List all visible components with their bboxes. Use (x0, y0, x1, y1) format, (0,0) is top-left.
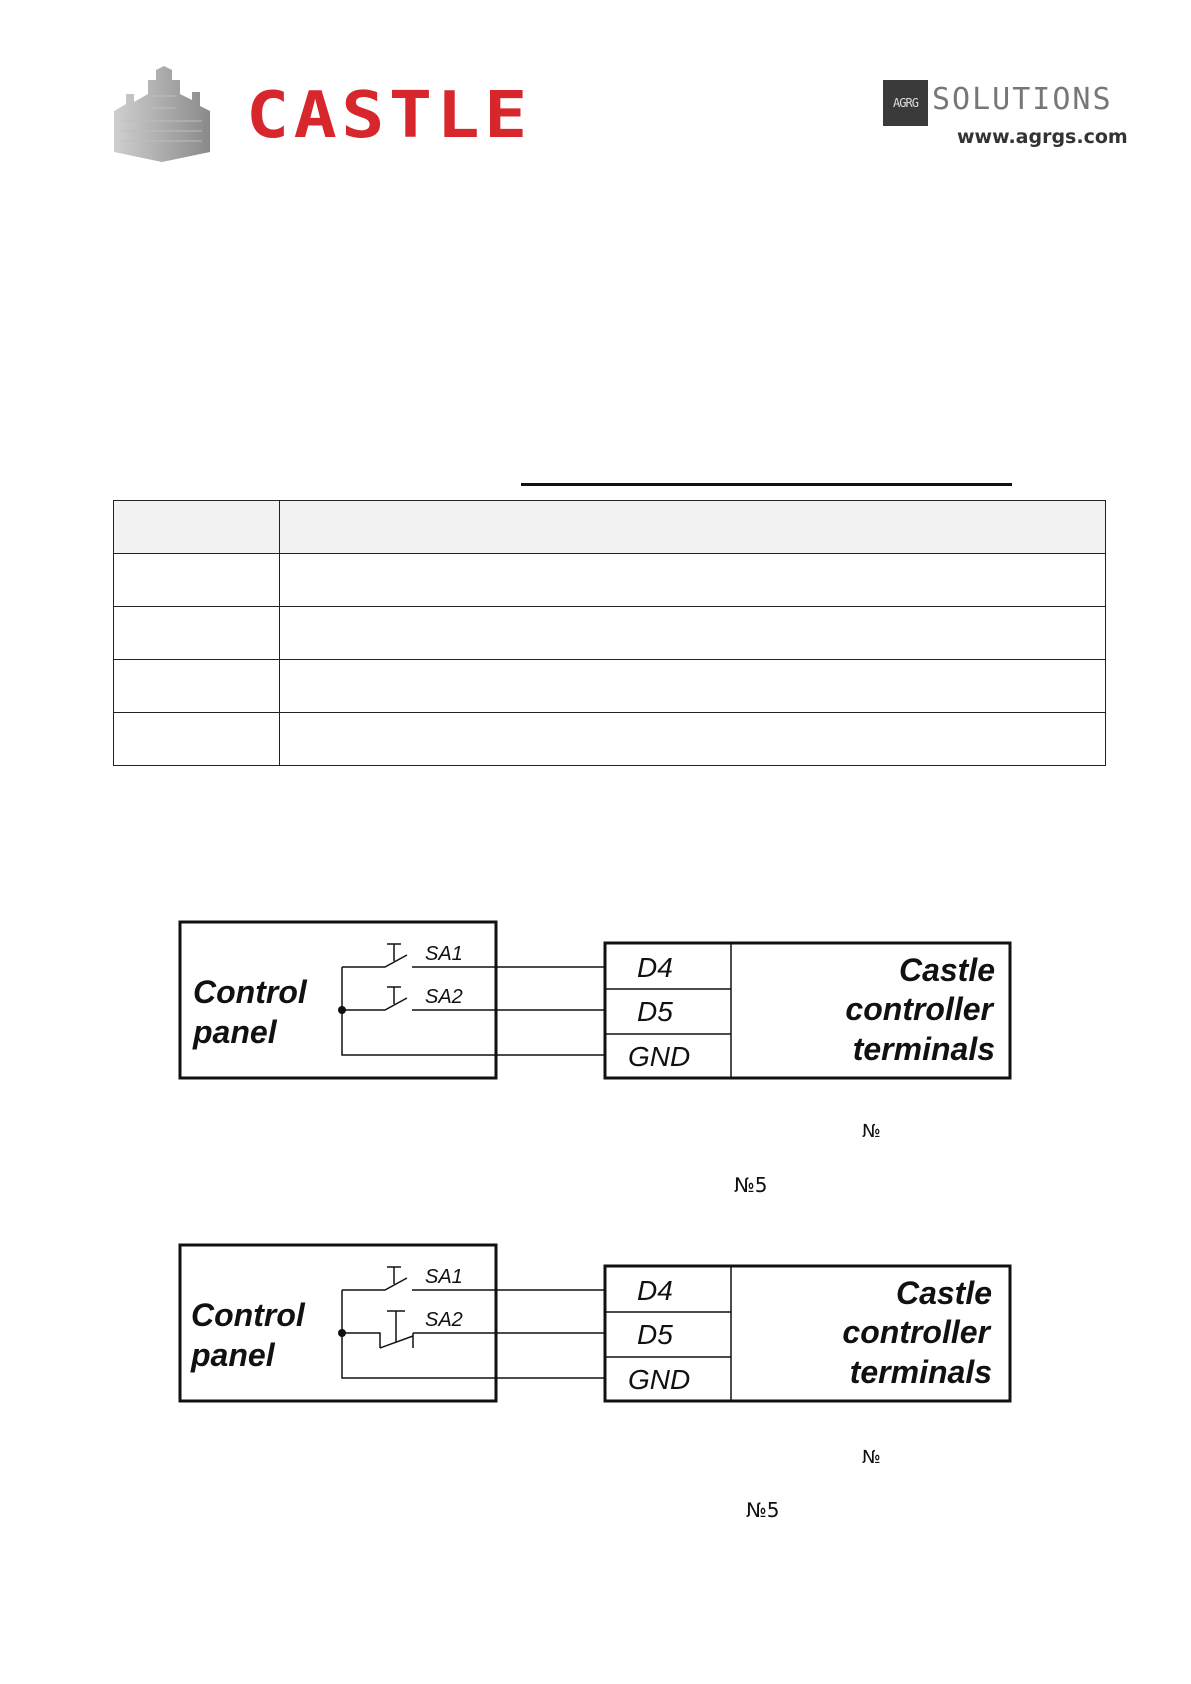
wiring-diagram-1 (175, 915, 1015, 1085)
table-header-row (114, 501, 1106, 554)
panel-label: Control (191, 1297, 305, 1333)
castle-logo-text: CASTLE (246, 79, 532, 153)
table-cell (280, 607, 1106, 660)
controller-label: controller (842, 1314, 990, 1350)
table-cell (280, 660, 1106, 713)
table-cell (280, 713, 1106, 766)
website-link[interactable]: www.agrgs.com (957, 126, 1128, 148)
terminal-gnd: GND (628, 1041, 691, 1072)
table-row (114, 660, 1106, 713)
table-row (114, 607, 1106, 660)
switch-label-sa2: SA2 (425, 986, 463, 1008)
table-cell (114, 607, 280, 660)
switch-label-sa2: SA2 (425, 1309, 463, 1331)
panel-label: panel (191, 1337, 275, 1373)
terminal-d5: D5 (637, 1319, 673, 1350)
table-row (114, 713, 1106, 766)
solutions-logo-text: SOLUTIONS (932, 82, 1113, 117)
pushbutton-icon (387, 1267, 405, 1342)
controller-label: Castle (895, 1275, 992, 1311)
table-row (114, 554, 1106, 607)
terminal-gnd: GND (628, 1364, 691, 1395)
junction-dot (338, 1329, 346, 1337)
castle-logo-icon (112, 66, 212, 162)
terminal-d5: D5 (637, 996, 673, 1027)
switch-label-sa1: SA1 (425, 1266, 463, 1288)
wiring-diagram-2 (175, 1238, 1015, 1408)
wires (342, 955, 605, 1055)
wires (342, 1278, 605, 1378)
caption-number-sign: № (862, 1447, 881, 1468)
panel-label: Control (193, 974, 307, 1010)
caption-number: №5 (746, 1498, 780, 1522)
table-cell (280, 501, 1106, 554)
table-cell (114, 554, 280, 607)
terminal-d4: D4 (637, 1275, 673, 1306)
switch-label-sa1: SA1 (425, 943, 463, 965)
table-cell (114, 501, 280, 554)
table-cell (280, 554, 1106, 607)
pushbutton-icon (387, 944, 401, 1004)
junction-dot (338, 1006, 346, 1014)
table-cell (114, 713, 280, 766)
controller-label: controller (845, 991, 993, 1027)
caption-number: №5 (734, 1173, 768, 1197)
caption-number-sign: № (862, 1121, 881, 1142)
panel-label: panel (193, 1014, 277, 1050)
agrg-logo: AGRG (883, 80, 928, 126)
terminal-d4: D4 (637, 952, 673, 983)
controller-label: terminals (849, 1354, 992, 1390)
controller-label: Castle (898, 952, 995, 988)
controller-label: terminals (852, 1031, 995, 1067)
info-table (113, 500, 1106, 766)
heading-underline (521, 483, 1012, 486)
table-cell (114, 660, 280, 713)
